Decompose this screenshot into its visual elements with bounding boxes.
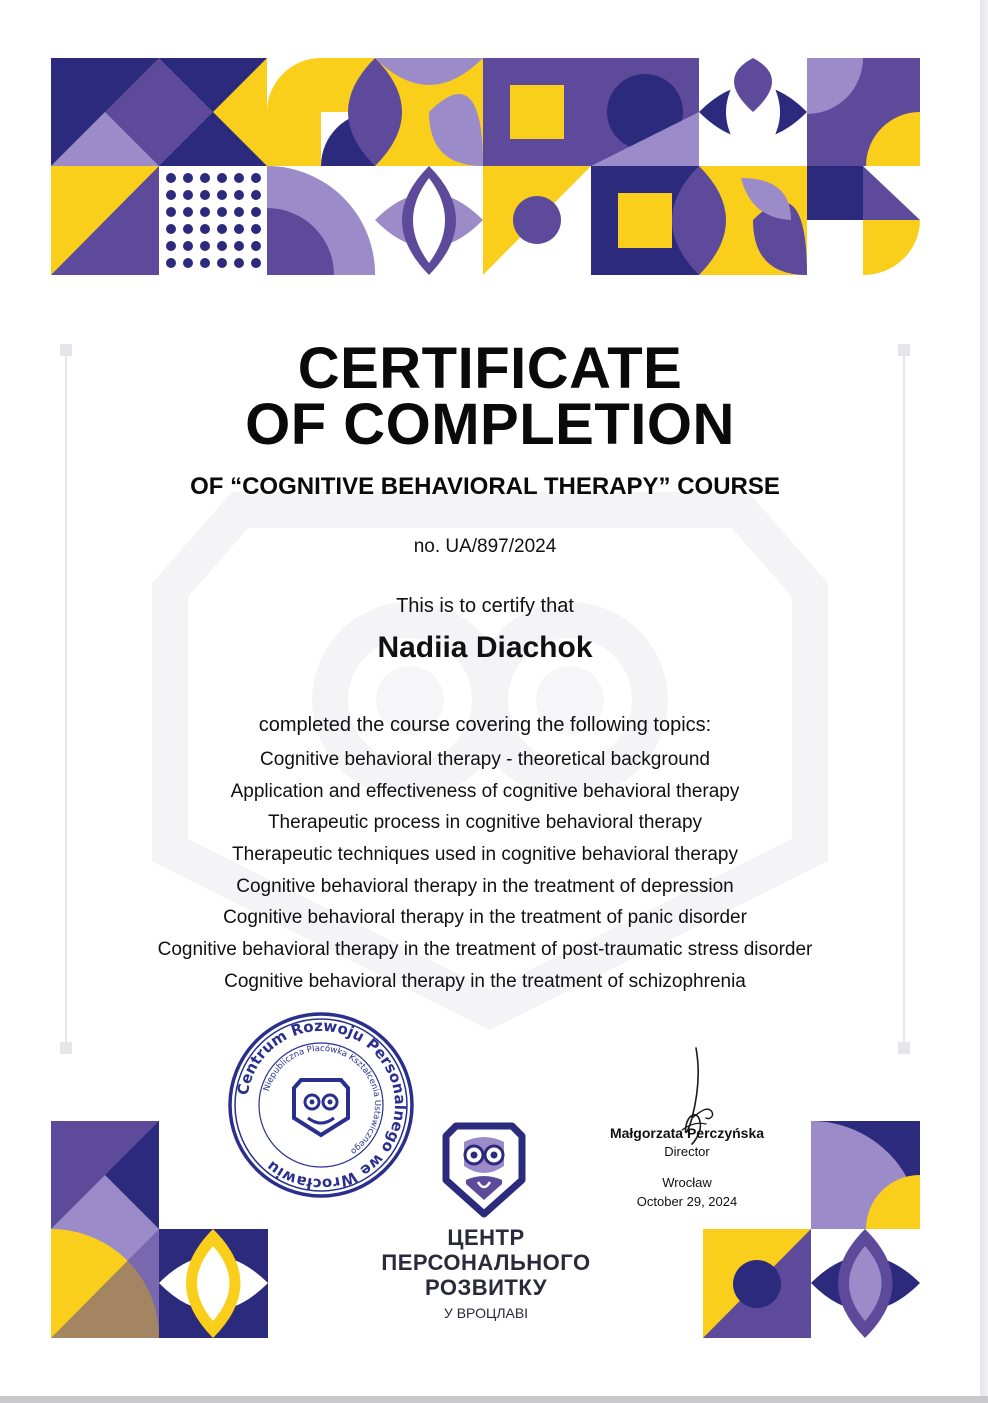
topic-item: Cognitive behavioral therapy in the treatment of post-traumatic stress disorder [157, 939, 813, 961]
topics-list [0, 744, 970, 998]
page-edge-bottom [0, 1396, 988, 1403]
topic-item: Cognitive behavioral therapy in the treatment of schizophrenia [224, 970, 746, 992]
logo-line-3: РОЗВИТКУ [424, 1275, 548, 1300]
topic-item: Cognitive behavioral therapy in the treatment of panic disorder [223, 907, 747, 929]
top-geometric-pattern [51, 58, 920, 275]
logo-line-2: ПЕРСОНАЛЬНОГО [381, 1250, 591, 1275]
logo-subline: У ВРОЦЛАВІ [443, 1305, 529, 1321]
course-subtitle: OF “COGNITIVE BEHAVIORAL THERAPY” COURSE [190, 473, 780, 500]
certificate-title: CERTIFICATE [297, 336, 683, 401]
topic-item: Therapeutic process in cognitive behavioral therapy [267, 812, 703, 834]
issue-city: Wrocław [662, 1175, 712, 1190]
issue-date: October 29, 2024 [636, 1194, 738, 1209]
certify-intro: This is to certify that [396, 595, 574, 617]
institution-stamp [226, 1010, 416, 1200]
certificate-number: no. UA/897/2024 [413, 536, 557, 557]
stamp-outer-text: Centrum Rozwoju Personalnego we Wrocławiu [233, 1016, 410, 1194]
topic-item: Cognitive behavioral therapy in the treatment of depression [236, 875, 734, 897]
signer-role: Director [664, 1144, 710, 1159]
owl-logo-icon [442, 1122, 526, 1218]
topics-intro: completed the course covering the following topics: [258, 714, 712, 736]
certificate-title-line-2: OF COMPLETION [245, 392, 735, 457]
topic-item: Application and effectiveness of cognitive behavioral therapy [230, 780, 740, 802]
page-edge-right [980, 0, 988, 1403]
logo-line-1: ЦЕНТР [447, 1225, 525, 1250]
topic-item: Therapeutic techniques used in cognitive behavioral therapy [232, 844, 738, 866]
topic-item: Cognitive behavioral therapy - theoretical background [260, 749, 710, 770]
signer-name: Małgorzata Perczyńska [609, 1125, 765, 1141]
recipient-name: Nadiia Diachok [377, 631, 593, 664]
stamp-inner-text: Niepubliczna Placówka Kształcenia Ustawicznego [261, 1043, 383, 1157]
